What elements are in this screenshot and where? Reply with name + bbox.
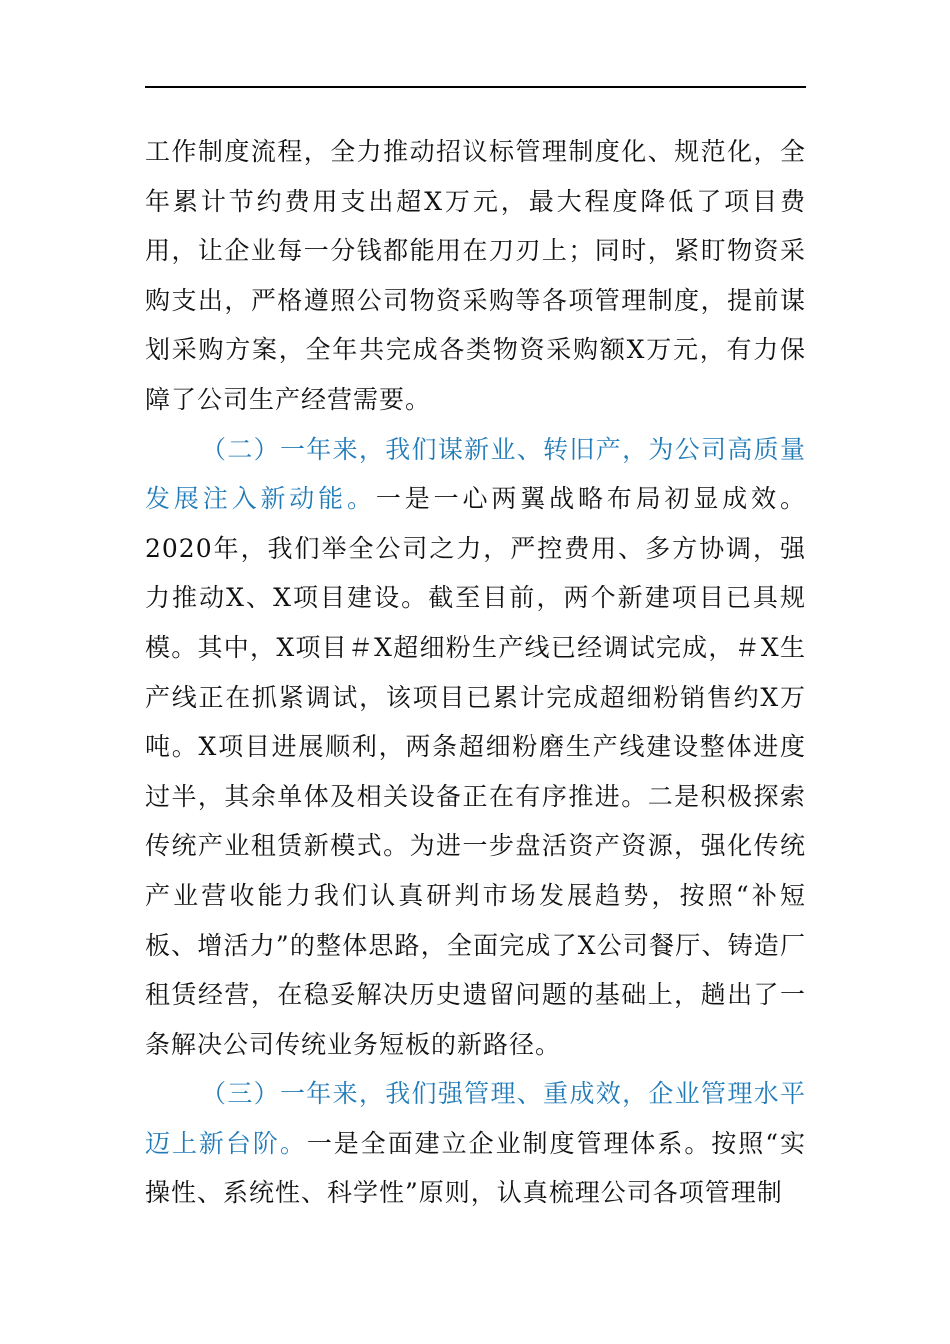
document-body: [145, 127, 806, 1218]
header-rule: [145, 86, 806, 88]
paragraph-text: 工作制度流程，全力推动招议标管理制度化、规范化，全年累计节约费用支出超X万元，最大程度降低了项目费用，让企业每一分钱都能用在刀刃上；同时，紧盯物资采购支出，严格遵照公司物资采购等各项管理制度，提前谋划采购方案，全年共完成各类物资采购额X万元，有力保障了公司生产经营需要。: [145, 137, 806, 414]
paragraph-new-business: [145, 425, 806, 1070]
section-heading-2: （二）一年来，我们谋新业、转旧产，为公司高质量发展注入新动能。: [145, 434, 806, 514]
paragraph-management: [145, 1069, 806, 1218]
paragraph-text: 一是一心两翼战略布局初显成效。2020年，我们举全公司之力，严控费用、多方协调，强力推动X、X项目建设。截至目前，两个新建项目已具规模。其中，X项目＃X超细粉生产线已经调试完成，＃X生产线正在抓紧调试，该项目已累计完成超细粉销售约X万吨。X项目进展顺利，两条超细粉磨生产线建设整体进度过半，其余单体及相关设备正在有序推进。二是积极探索传统产业租赁新模式。为进一步盘活资产资源，强化传统产业营收能力我们认真研判市场发展趋势，按照“补短板、增活力”的整体思路，全面完成了X公司餐厅、铸造厂租赁经营，在稳妥解决历史遗留问题的基础上，趟出了一条解决公司传统业务短板的新路径。: [145, 484, 806, 1059]
section-heading-3: （三）一年来，我们强管理、重成效，企业管理水平迈上新台阶。: [145, 1079, 806, 1158]
paragraph-cost-control: [145, 127, 806, 425]
paragraph-text: 一是全面建立企业制度管理体系。按照“实操性、系统性、科学性”原则，认真梳理公司各项管理制: [145, 1128, 806, 1208]
